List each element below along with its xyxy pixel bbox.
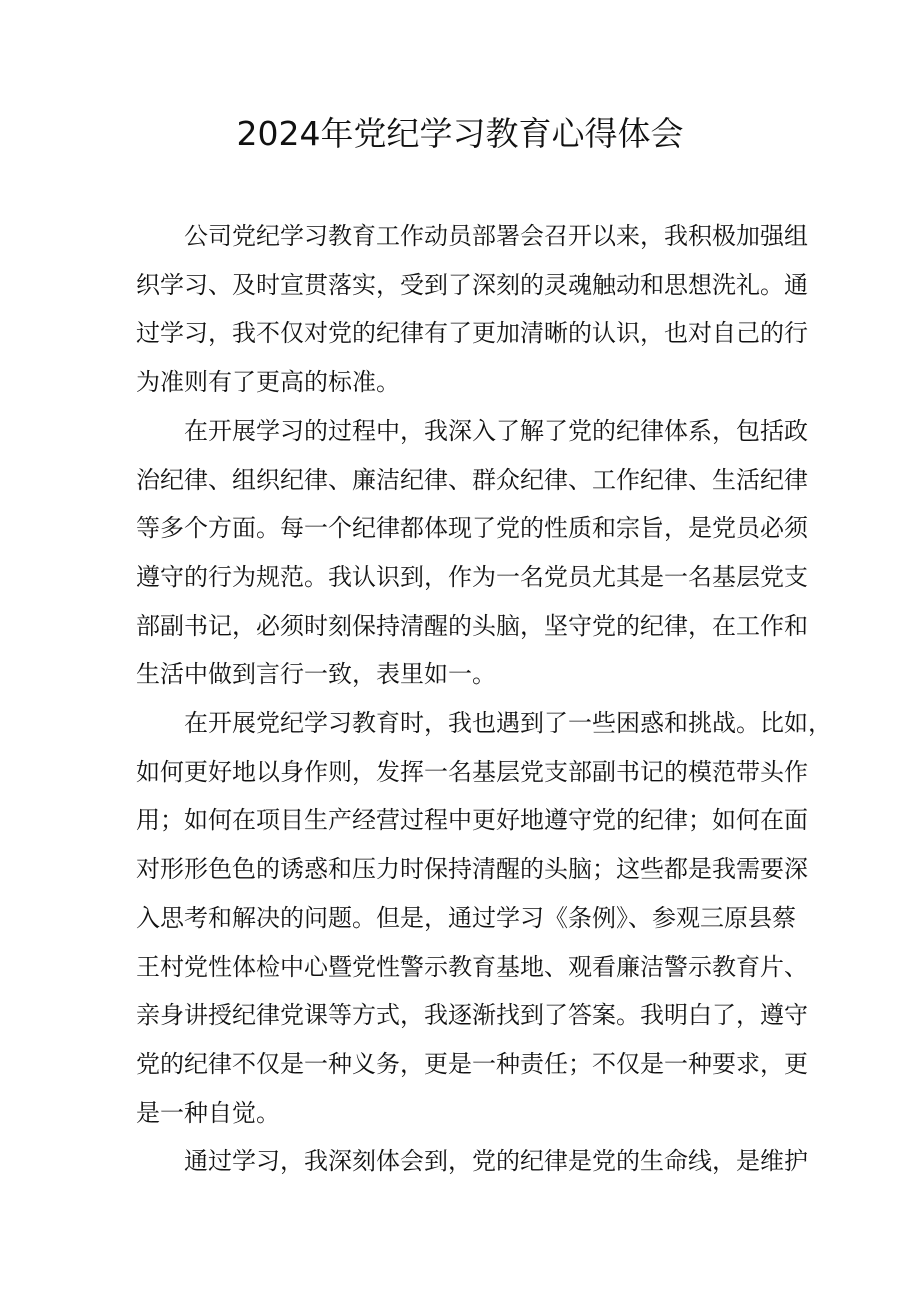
paragraph-line: 王村党性体检中心暨党性警示教育基地、观看廉洁警示教育片、 — [136, 952, 808, 981]
paragraph-line: 织学习、及时宣贯落实，受到了深刻的灵魂触动和思想洗礼。通 — [136, 270, 808, 299]
paragraph-line: 遵守的行为规范。我认识到，作为一名党员尤其是一名基层党支 — [136, 562, 808, 591]
paragraph-line: 对形形色色的诱惑和压力时保持清醒的头脑；这些都是我需要深 — [136, 855, 808, 884]
paragraph-line: 入思考和解决的问题。但是，通过学习《条例》、参观三原县蔡 — [136, 903, 796, 932]
document-title: 2024年党纪学习教育心得体会 — [236, 114, 684, 153]
paragraph-line: 如何更好地以身作则，发挥一名基层党支部副书记的模范带头作 — [136, 757, 808, 786]
paragraph-line: 是一种自觉。 — [136, 1098, 280, 1127]
paragraph-line: 公司党纪学习教育工作动员部署会召开以来，我积极加强组 — [184, 222, 808, 250]
paragraph-line: 通过学习，我深刻体会到，党的纪律是党的生命线，是维护 — [184, 1147, 808, 1176]
paragraph-1 — [136, 212, 808, 407]
paragraph-line: 部副书记，必须时刻保持清醒的头脑，坚守党的纪律，在工作和 — [136, 611, 808, 640]
paragraph-4 — [136, 1137, 808, 1186]
paragraph-line: 在开展党纪学习教育时，我也遇到了一些困惑和挑战。比如， — [184, 709, 832, 738]
paragraph-2 — [136, 407, 808, 699]
paragraph-3 — [136, 699, 832, 1137]
paragraph-line: 生活中做到言行一致，表里如一。 — [136, 660, 496, 689]
paragraph-line: 为准则有了更高的标准。 — [136, 368, 400, 397]
paragraph-line: 亲身讲授纪律党课等方式，我逐渐找到了答案。我明白了，遵守 — [136, 1001, 808, 1030]
paragraph-line: 在开展学习的过程中，我深入了解了党的纪律体系，包括政 — [184, 416, 808, 445]
paragraph-line: 等多个方面。每一个纪律都体现了党的性质和宗旨，是党员必须 — [136, 514, 808, 543]
paragraph-line: 用；如何在项目生产经营过程中更好地遵守党的纪律；如何在面 — [136, 806, 808, 835]
document-body — [136, 212, 832, 1186]
paragraph-line: 党的纪律不仅是一种义务，更是一种责任；不仅是一种要求，更 — [136, 1049, 808, 1078]
paragraph-line: 治纪律、组织纪律、廉洁纪律、群众纪律、工作纪律、生活纪律 — [136, 465, 808, 494]
paragraph-line: 过学习，我不仅对党的纪律有了更加清晰的认识，也对自己的行 — [136, 319, 808, 348]
